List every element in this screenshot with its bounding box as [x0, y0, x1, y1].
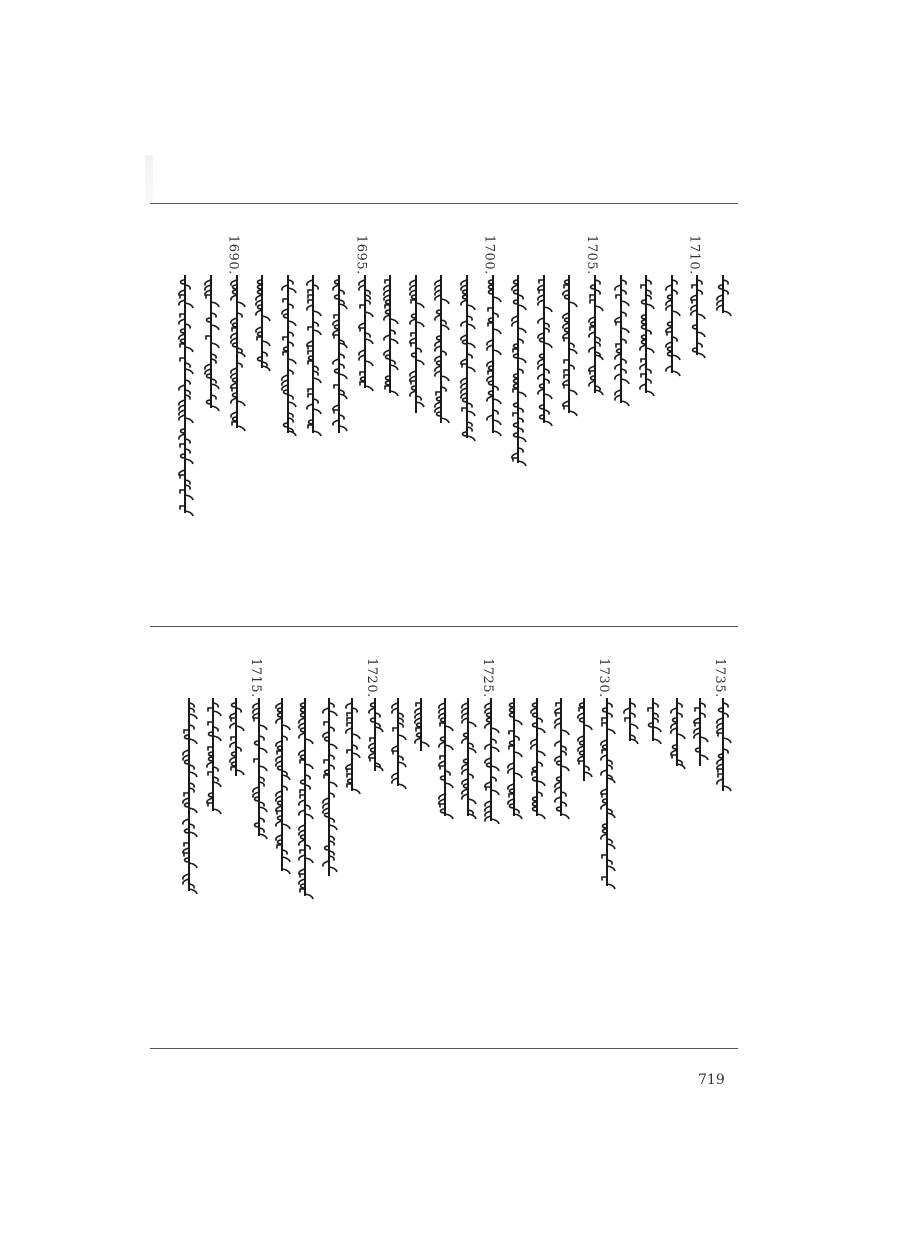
vertical-script-line: [341, 696, 365, 801]
lower-text-block: [150, 658, 738, 1038]
page-number: 719: [698, 1072, 725, 1088]
line-number: 1700.: [481, 235, 497, 275]
text-column: [224, 235, 250, 615]
text-column: [684, 235, 710, 615]
vertical-script-line: [480, 696, 504, 831]
vertical-script-line: [318, 696, 342, 886]
text-column: [403, 235, 429, 615]
vertical-script-line: [387, 696, 411, 796]
text-column: [594, 658, 620, 1038]
line-number: 1705.: [584, 235, 599, 275]
vertical-script-line: [251, 273, 275, 378]
vertical-script-line: [202, 696, 226, 821]
text-column: [176, 658, 202, 1038]
vertical-script-line: [666, 696, 690, 776]
vertical-script-line: [271, 696, 295, 881]
vertical-script-line: [405, 273, 429, 423]
vertical-script-line: [619, 696, 643, 751]
vertical-script-line: [661, 273, 685, 383]
vertical-script-line: [689, 696, 713, 776]
text-column: [316, 658, 342, 1038]
text-column: [198, 235, 224, 615]
line-number: 1730.: [596, 658, 611, 698]
vertical-script-line: [354, 273, 378, 398]
vertical-script-line: [364, 696, 388, 781]
text-column: [455, 658, 481, 1038]
vertical-script-line: [550, 696, 574, 826]
text-column: [548, 658, 574, 1038]
top-rule: [150, 203, 738, 204]
text-column: [524, 658, 550, 1038]
vertical-script-line: [277, 273, 301, 443]
vertical-script-line: [457, 696, 481, 826]
text-column: [362, 658, 388, 1038]
line-number: 1695.: [353, 235, 369, 275]
text-column: [633, 235, 659, 615]
text-column: [352, 235, 378, 615]
text-column: [428, 235, 454, 615]
line-number: 1710.: [686, 235, 702, 275]
vertical-script-line: [430, 273, 454, 433]
text-column: [326, 235, 352, 615]
vertical-script-line: [507, 273, 531, 473]
text-column: [505, 235, 531, 615]
text-column: [249, 235, 275, 615]
text-column: [608, 235, 634, 615]
vertical-script-line: [642, 696, 666, 751]
line-number: 1725.: [480, 658, 495, 698]
text-column: [531, 235, 557, 615]
scan-smudge: [145, 155, 153, 205]
line-number: 1735.: [712, 658, 727, 698]
text-column: [617, 658, 643, 1038]
text-column: [300, 235, 326, 615]
vertical-script-line: [456, 273, 480, 448]
vertical-script-line: [200, 273, 224, 418]
text-column: [377, 235, 403, 615]
vertical-script-line: [379, 273, 403, 403]
vertical-script-line: [503, 696, 527, 826]
text-column: [454, 235, 480, 615]
text-column: [687, 658, 713, 1038]
text-column: [556, 235, 582, 615]
text-column: [478, 658, 504, 1038]
vertical-script-line: [526, 696, 550, 826]
vertical-script-line: [686, 273, 710, 365]
vertical-script-line: [596, 696, 620, 896]
line-number: 1720.: [364, 658, 379, 698]
line-number: 1715.: [248, 658, 263, 698]
vertical-script-line: [533, 273, 557, 433]
vertical-script-line: [302, 273, 326, 443]
text-column: [710, 235, 736, 615]
vertical-script-line: [410, 696, 434, 761]
text-column: [432, 658, 458, 1038]
text-column: [200, 658, 226, 1038]
vertical-script-line: [174, 273, 198, 523]
vertical-script-line: [482, 273, 506, 443]
vertical-script-line: [584, 273, 608, 403]
text-column: [659, 235, 685, 615]
text-column: [408, 658, 434, 1038]
text-column: [292, 658, 318, 1038]
upper-text-block: [150, 235, 738, 615]
text-column: [339, 658, 365, 1038]
text-column: [501, 658, 527, 1038]
text-column: [223, 658, 249, 1038]
text-column: [664, 658, 690, 1038]
vertical-script-line: [248, 696, 272, 846]
text-column: [246, 658, 272, 1038]
bottom-rule: [150, 1048, 738, 1049]
vertical-script-line: [610, 273, 634, 413]
text-column: [172, 235, 198, 615]
vertical-script-line: [573, 696, 597, 791]
vertical-script-line: [635, 273, 659, 403]
text-column: [640, 658, 666, 1038]
middle-rule: [150, 626, 738, 627]
text-column: [385, 658, 411, 1038]
text-column: [269, 658, 295, 1038]
vertical-script-line: [294, 696, 318, 906]
text-column: [710, 658, 736, 1038]
line-number: 1690.: [225, 235, 241, 275]
text-column: [571, 658, 597, 1038]
vertical-script-line: [178, 696, 202, 901]
text-column: [582, 235, 608, 615]
text-column: [480, 235, 506, 615]
vertical-script-line: [226, 273, 250, 438]
vertical-script-line: [434, 696, 458, 826]
vertical-script-line: [558, 273, 582, 423]
vertical-script-line: [328, 273, 352, 443]
vertical-script-line: [225, 696, 249, 786]
vertical-script-line: [712, 273, 736, 323]
vertical-script-line: [712, 696, 736, 801]
text-column: [275, 235, 301, 615]
